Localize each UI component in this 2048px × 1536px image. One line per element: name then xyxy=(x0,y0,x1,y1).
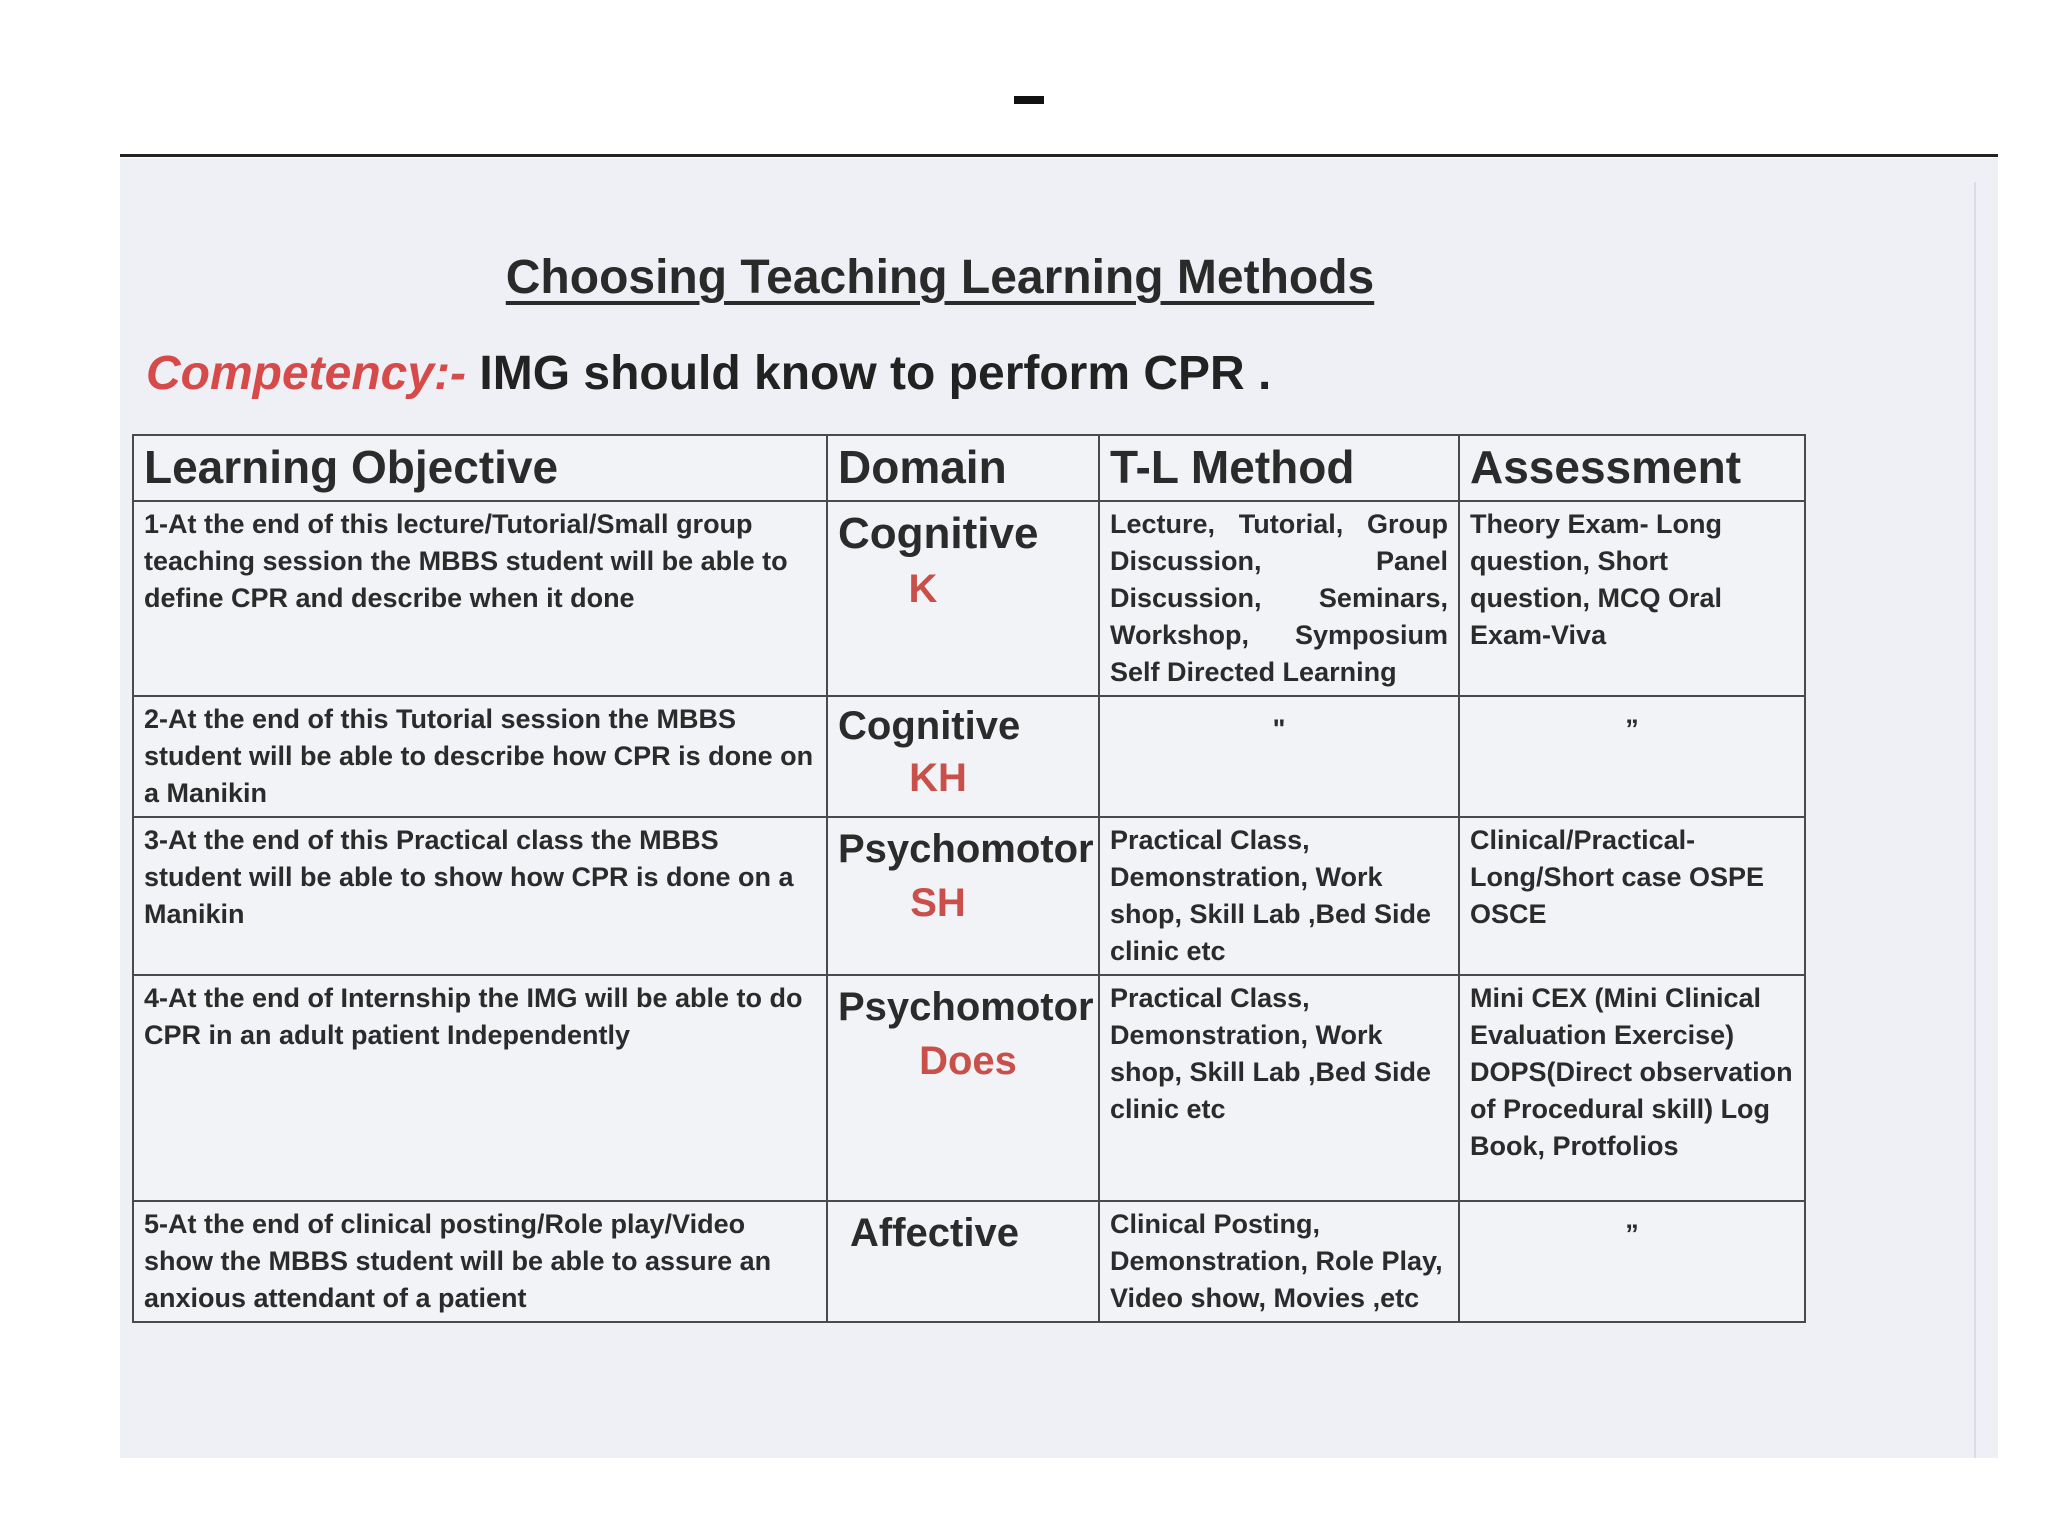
objective-cell: 4-At the end of Internship the IMG will be able to do CPR in an adult patient Independently xyxy=(133,975,827,1201)
method-cell: Practical Class, Demonstration, Work shop, Skill Lab ,Bed Side clinic etc xyxy=(1099,975,1459,1201)
objective-cell: 1-At the end of this lecture/Tutorial/Small group teaching session the MBBS student will be able to define CPR and describe when it done xyxy=(133,501,827,696)
domain-level: KH xyxy=(909,756,967,800)
domain-name: Cognitive xyxy=(838,704,1021,748)
tl-methods-table xyxy=(132,434,1806,1323)
domain-cell xyxy=(827,975,1099,1201)
assessment-cell: Clinical/Practical- Long/Short case OSPE OSCE xyxy=(1459,817,1805,975)
competency-label: Competency:- xyxy=(146,347,467,400)
slide-divider xyxy=(120,154,1998,157)
assessment-cell-ditto: ” xyxy=(1459,696,1805,817)
document-title: Choosing Teaching Learning Methods xyxy=(505,251,1375,304)
page-edge xyxy=(1974,182,1976,1458)
domain-name: Cognitive xyxy=(838,509,1039,558)
domain-cell xyxy=(827,501,1099,696)
domain-name: Psychomotor xyxy=(838,827,1094,871)
header-learning-objective: Learning Objective xyxy=(133,435,827,501)
header-tl-method: T-L Method xyxy=(1099,435,1459,501)
domain-name: Affective xyxy=(850,1211,1019,1255)
domain-level: K xyxy=(908,567,938,611)
table-row xyxy=(133,1201,1805,1322)
table-row xyxy=(133,975,1805,1201)
assessment-cell: Mini CEX (Mini Clinical Evaluation Exercise) DOPS(Direct observation of Procedural skill) Log Book, Protfolios xyxy=(1459,975,1805,1201)
objective-cell: 5-At the end of clinical posting/Role play/Video show the MBBS student will be able to assure an anxious attendant of a patient xyxy=(133,1201,827,1322)
scanned-page xyxy=(120,158,1998,1458)
method-cell-ditto: " xyxy=(1099,696,1459,817)
header-assessment: Assessment xyxy=(1459,435,1805,501)
table-row xyxy=(133,817,1805,975)
assessment-cell-ditto: ” xyxy=(1459,1201,1805,1322)
domain-level: SH xyxy=(910,881,966,925)
domain-name: Psychomotor xyxy=(838,985,1094,1029)
domain-cell xyxy=(827,696,1099,817)
assessment-cell: Theory Exam- Long question, Short question, MCQ Oral Exam-Viva xyxy=(1459,501,1805,696)
method-cell: Lecture, Tutorial, Group Discussion, Panel Discussion, Seminars, Workshop, Symposium Self Directed Learning xyxy=(1099,501,1459,696)
slide-title-dash xyxy=(1014,96,1044,104)
method-cell: Clinical Posting, Demonstration, Role Play, Video show, Movies ,etc xyxy=(1099,1201,1459,1322)
domain-cell xyxy=(827,1201,1099,1322)
objective-cell: 2-At the end of this Tutorial session the MBBS student will be able to describe how CPR is done on a Manikin xyxy=(133,696,827,817)
competency-line xyxy=(146,346,1271,401)
objective-cell: 3-At the end of this Practical class the MBBS student will be able to show how CPR is done on a Manikin xyxy=(133,817,827,975)
table-row xyxy=(133,501,1805,696)
competency-text: IMG should know to perform CPR . xyxy=(466,347,1272,400)
table-header-row xyxy=(133,435,1805,501)
method-cell: Practical Class, Demonstration, Work shop, Skill Lab ,Bed Side clinic etc xyxy=(1099,817,1459,975)
domain-cell xyxy=(827,817,1099,975)
domain-level: Does xyxy=(919,1039,1017,1083)
header-domain: Domain xyxy=(827,435,1099,501)
table-row xyxy=(133,696,1805,817)
